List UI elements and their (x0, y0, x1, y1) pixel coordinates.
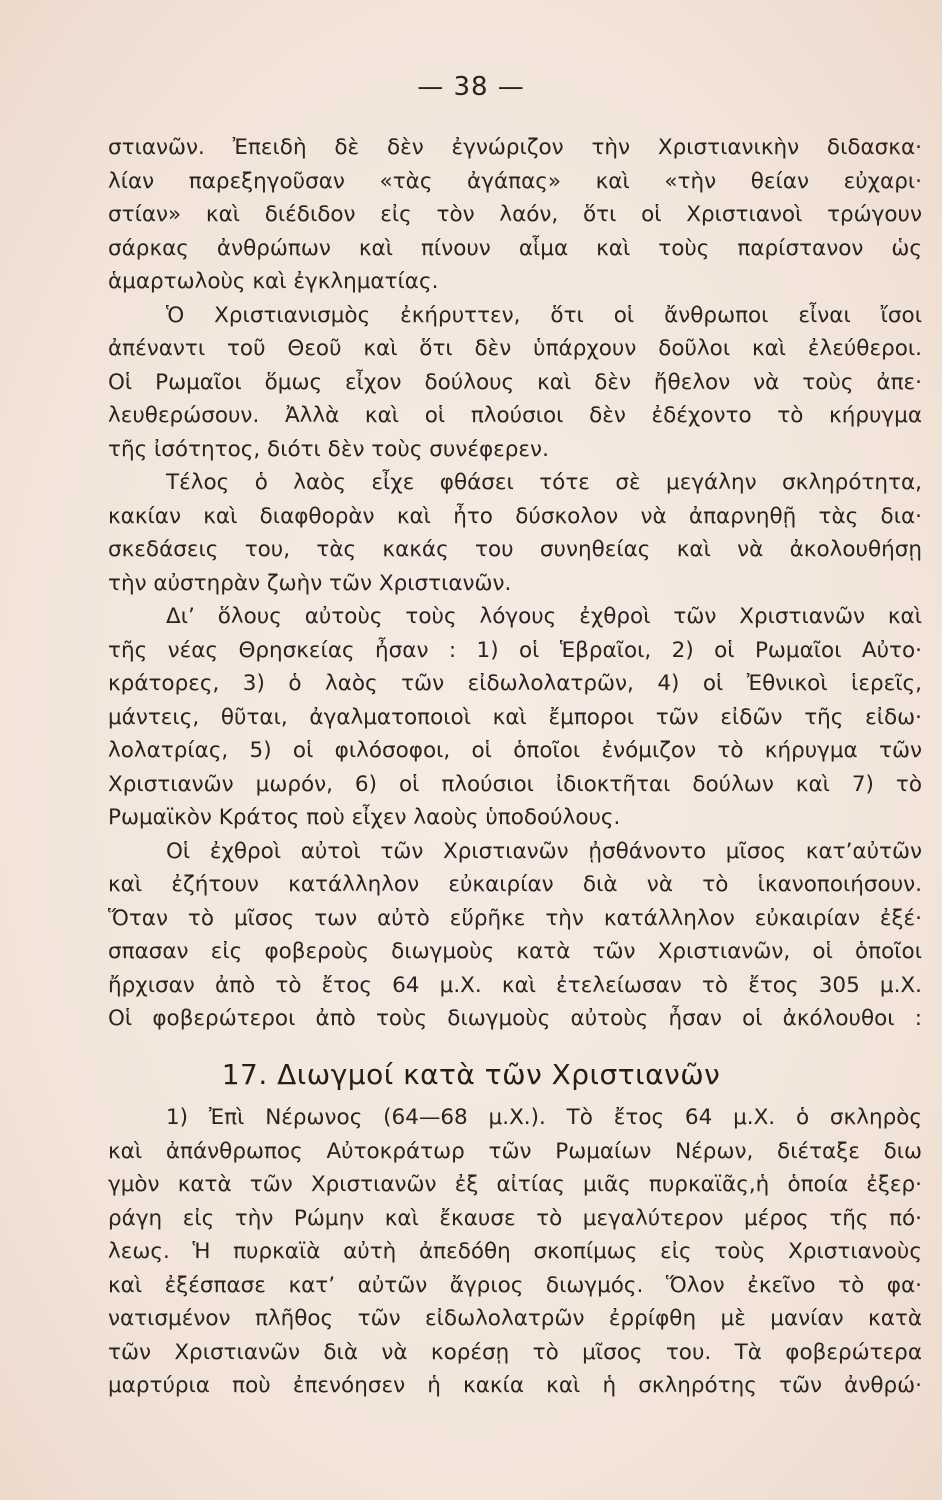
text-line: νατισμένον πλῆθος τῶν εἰδωλολατρῶν ἐρρίφθη μὲ μανίαν κατὰ (108, 1306, 922, 1331)
page-number: — 38 — (417, 72, 525, 102)
text-line: τῆς νέας Θρησκείας ἦσαν : 1) οἱ Ἑβραῖοι, 2) οἱ Ρωμαῖοι Αὐτο· (108, 637, 922, 663)
text-line: 1) Ἐπὶ Νέρωνος (64—68 μ.Χ.). Τὸ ἔτος 64 μ.Χ. ὁ σκληρὸς (166, 1105, 922, 1130)
text-line: καὶ ἐξέσπασε κατ’ αὐτῶν ἄγριος διωγμός. Ὅλον ἐκεῖνο τὸ φα· (108, 1272, 922, 1298)
text-line: Ὁ Χριστιανισμὸς ἐκήρυττεν, ὅτι οἱ ἄνθρωποι εἶναι ἴσοι (166, 302, 922, 328)
text-line: μαρτύρια ποὺ ἐπενόησεν ἡ κακία καὶ ἡ σκληρότης τῶν ἀνθρώ· (108, 1373, 922, 1398)
text-line: Τέλος ὁ λαὸς εἶχε φθάσει τότε σὲ μεγάλην σκληρότητα, (166, 470, 922, 495)
text-line: τὴν αὐστηρὰν ζωὴν τῶν Χριστιανῶν. (108, 570, 512, 596)
text-line: ἤρχισαν ἀπὸ τὸ ἔτος 64 μ.Χ. καὶ ἐτελείωσαν τὸ ἔτος 305 μ.Χ. (108, 972, 922, 998)
text-line: καὶ ἀπάνθρωπος Αὐτοκράτωρ τῶν Ρωμαίων Νέρων, διέταξε διω (108, 1138, 922, 1164)
text-line: Οἱ ἐχθροὶ αὐτοὶ τῶν Χριστιανῶν ᾐσθάνοντο μῖσος κατ’αὐτῶν (166, 838, 922, 864)
text-line: καὶ ἐζήτουν κατάλληλον εὐκαιρίαν διὰ νὰ τὸ ἱκανοποιήσουν. (108, 872, 922, 897)
text-line: Οἱ φοβερώτεροι ἀπὸ τοὺς διωγμοὺς αὐτοὺς ἦσαν οἱ ἀκόλουθοι : (108, 1006, 922, 1031)
text-line: Ρωμαϊκὸν Κράτος ποὺ εἶχεν λαοὺς ὑποδούλους. (108, 805, 621, 830)
text-line: Δι’ ὅλους αὐτοὺς τοὺς λόγους ἐχθροὶ τῶν Χριστιανῶν καὶ (166, 604, 922, 629)
body-text (108, 131, 922, 1036)
text-line: λίαν παρεξηγοῦσαν «τὰς ἀγάπας» καὶ «τὴν θείαν εὐχαρι· (108, 168, 922, 194)
text-line: ράγη εἰς τὴν Ρώμην καὶ ἔκαυσε τὸ μεγαλύτερον μέρος τῆς πό· (108, 1205, 922, 1231)
text-line: ἁμαρτωλοὺς καὶ ἐγκληματίας. (108, 269, 439, 294)
text-line: Ὅταν τὸ μῖσος των αὐτὸ εὕρῆκε τὴν κατάλληλον εὐκαιρίαν ἐξέ· (108, 905, 922, 931)
text-line: λευθερώσουν. Ἀλλὰ καὶ οἱ πλούσιοι δὲν ἐδέχοντο τὸ κήρυγμα (108, 403, 922, 428)
text-line: σάρκας ἀνθρώπων καὶ πίνουν αἷμα καὶ τοὺς παρίστανον ὡς (108, 235, 922, 261)
text-line: ἀπέναντι τοῦ Θεοῦ καὶ ὅτι δὲν ὑπάρχουν δοῦλοι καὶ ἐλεύθεροι. (108, 336, 922, 361)
text-line: λεως. Ἡ πυρκαϊὰ αὐτὴ ἀπεδόθη σκοπίμως εἰς τοὺς Χριστιανοὺς (108, 1239, 922, 1264)
text-line: κακίαν καὶ διαφθορὰν καὶ ἦτο δύσκολον νὰ ἀπαρνηθῇ τὰς δια· (108, 503, 922, 529)
text-line: Οἱ Ρωμαῖοι ὅμως εἶχον δούλους καὶ δὲν ἤθελον νὰ τοὺς ἀπε· (108, 369, 922, 395)
text-line: σκεδάσεις του, τὰς κακάς του συνηθείας καὶ νὰ ἀκολουθήσῃ (108, 537, 922, 562)
text-line: τῶν Χριστιανῶν διὰ νὰ κορέσῃ τὸ μῖσος του. Τὰ φοβερώτερα (108, 1339, 922, 1365)
text-line: γμὸν κατὰ τῶν Χριστιανῶν ἐξ αἰτίας μιᾶς πυρκαϊᾶς,ἡ ὁποία ἐξερ· (108, 1172, 922, 1197)
text-line: σπασαν εἰς φοβεροὺς διωγμοὺς κατὰ τῶν Χριστιανῶν, οἱ ὁποῖοι (108, 939, 922, 964)
text-line: στίαν» καὶ διέδιδον εἰς τὸν λαόν, ὅτι οἱ Χριστιανοὶ τρώγουν (108, 202, 922, 227)
text-line: κράτορες, 3) ὁ λαὸς τῶν εἰδωλολατρῶν, 4) οἱ Ἐθνικοὶ ἱερεῖς, (108, 671, 922, 696)
section-heading: 17. Διωγμοί κατὰ τῶν Χριστιανῶν (221, 1058, 721, 1091)
text-line: μάντεις, θῦται, ἀγαλματοποιοὶ καὶ ἔμποροι τῶν εἰδῶν τῆς εἰδω· (108, 704, 922, 730)
text-line: τῆς ἰσότητος, διότι δὲν τοὺς συνέφερεν. (108, 436, 549, 462)
text-line: στιανῶν. Ἐπειδὴ δὲ δὲν ἐγνώριζον τὴν Χριστιανικὴν διδασκα· (108, 135, 922, 160)
text-line: λολατρίας, 5) οἱ φιλόσοφοι, οἱ ὁποῖοι ἐνόμιζον τὸ κήρυγμα τῶν (108, 738, 922, 763)
section-text (108, 1101, 922, 1403)
text-line: Χριστιανῶν μωρόν, 6) οἱ πλούσιοι ἰδιοκτῆται δούλων καὶ 7) τὸ (108, 771, 922, 797)
